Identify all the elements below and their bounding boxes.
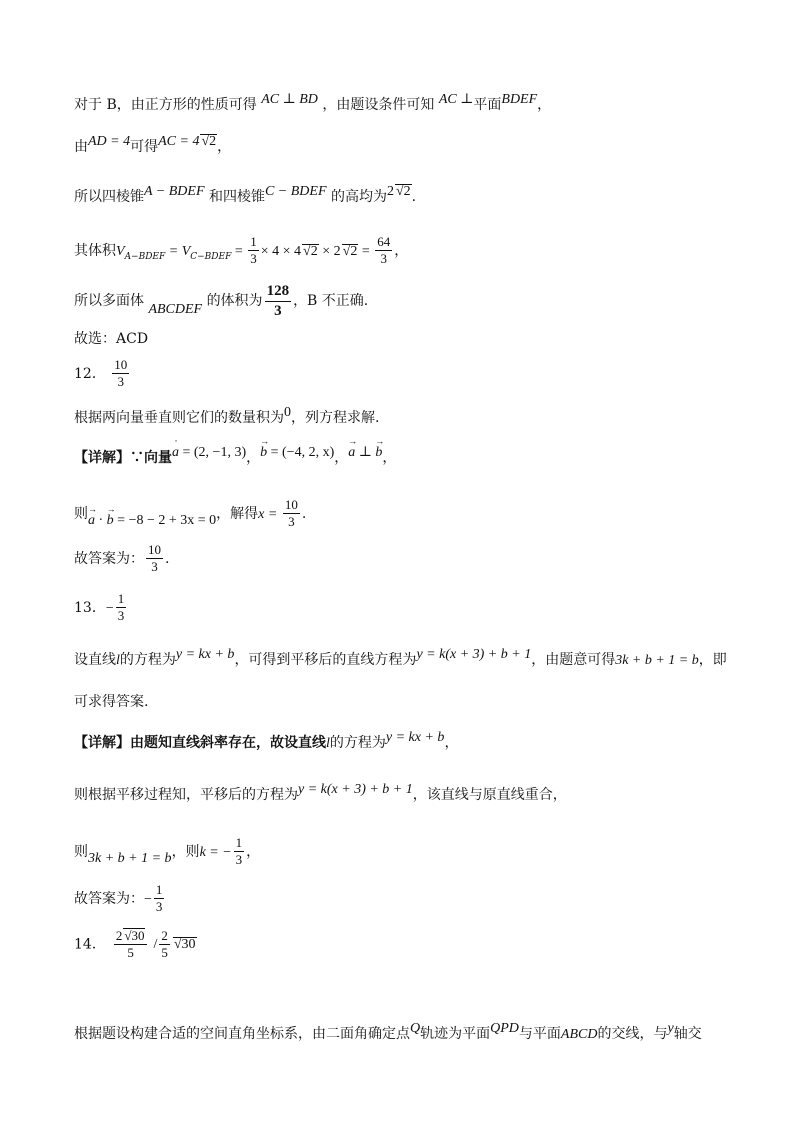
text: 可求得答案.: [74, 694, 149, 710]
text: ，: [382, 450, 397, 466]
answer-14: [74, 928, 197, 961]
fraction: [116, 592, 127, 624]
math-expression: A − BDEF: [144, 184, 205, 199]
sqrt-expression: √ 2: [395, 184, 412, 199]
solution-line-17: [74, 836, 260, 868]
math-expression: 3k + b + 1 = b: [88, 850, 172, 866]
text: ，: [537, 97, 552, 113]
math-expression: × 4 × 4: [260, 243, 302, 259]
sqrt-expression: √ 2: [200, 134, 217, 149]
text: 的体积为: [206, 293, 263, 309]
text: 对于 B，由正方形的性质可得: [74, 97, 257, 113]
question-number: 14．: [74, 936, 106, 953]
text: 的交线，与: [597, 1026, 668, 1042]
math-expression: AC = 4: [158, 134, 200, 149]
math-expression: = (2, −1, 3): [179, 445, 247, 460]
fraction: [154, 883, 165, 915]
denominator: 3: [151, 559, 158, 575]
math-expression: V: [116, 243, 125, 259]
solution-line-8: [74, 405, 380, 426]
solution-line-9: [74, 445, 397, 466]
numerator: 10: [146, 543, 163, 559]
text: ，该直线与原直线重合，: [412, 787, 567, 803]
sqrt-expression: √ 30: [123, 928, 145, 943]
math-expression: k = −: [199, 844, 232, 860]
fraction: [375, 235, 392, 267]
text: 故答案为：: [74, 550, 144, 567]
text: ，: [394, 242, 409, 259]
text: ，: [246, 450, 261, 466]
denominator: 3: [155, 899, 163, 915]
text: 的高均为: [330, 189, 387, 205]
solution-line-14: [74, 695, 148, 709]
fraction: [114, 928, 148, 961]
subscript: A−BDEF: [124, 251, 166, 262]
text: .: [165, 550, 170, 567]
math-expression: ⊥: [355, 445, 376, 460]
vector-b: b →: [260, 446, 267, 460]
numerator: 128: [265, 283, 292, 302]
text: 由: [74, 139, 88, 155]
math-expression: BDEF: [501, 92, 538, 107]
text: 根据两向量垂直则它们的数量积为: [74, 410, 284, 426]
denominator: 3: [380, 251, 387, 267]
text: ，: [246, 843, 261, 860]
denominator: 3: [235, 852, 243, 868]
math-expression: =: [231, 243, 247, 259]
solution-line-4: [74, 235, 408, 267]
question-number: 12．: [74, 365, 106, 382]
text: .: [411, 189, 417, 205]
math-expression: ABCDEF: [148, 302, 203, 317]
math-expression: Q: [410, 1021, 421, 1036]
numerator: [114, 928, 148, 945]
math-expression: ·: [95, 512, 107, 528]
math-expression: 3k + b + 1 = b: [615, 653, 699, 668]
text: 和四棱锥: [208, 189, 265, 205]
denominator: 3: [274, 302, 282, 319]
math-expression: x =: [258, 506, 281, 522]
solution-line-2: [74, 134, 232, 155]
solution-line-16: [74, 782, 567, 803]
solution-line-18: [74, 883, 166, 915]
solution-line-10: [74, 498, 306, 530]
math-expression: AD = 4: [88, 134, 131, 149]
text: 所以多面体: [74, 293, 144, 309]
coefficient: 2: [115, 928, 123, 943]
sqrt-expression: √ 30: [173, 937, 197, 952]
denominator: 5: [127, 945, 134, 961]
math-expression: × 2: [318, 243, 341, 259]
minus-sign: −: [105, 600, 114, 616]
subscript: C−BDEF: [190, 251, 232, 262]
solution-line-20: [74, 1021, 702, 1042]
text: 故答案为：: [74, 890, 144, 907]
solution-line-13: [74, 647, 727, 668]
math-expression: = V: [165, 243, 191, 259]
solution-line-3: [74, 184, 417, 205]
math-expression: l: [116, 653, 120, 668]
text: ，解得: [216, 505, 259, 522]
numerator: 1: [154, 883, 165, 899]
text: 的方程为: [329, 735, 386, 751]
text: 轴交: [673, 1026, 702, 1042]
vector-b: b →: [375, 446, 382, 460]
sqrt-expression: √ 2: [342, 244, 359, 259]
text: 可得: [130, 139, 159, 155]
math-expression: =: [358, 243, 374, 259]
text: 其体积: [74, 242, 116, 259]
text: 平面: [473, 97, 502, 113]
math-expression: y = k(x + 3) + b + 1: [298, 782, 413, 797]
text: ，: [444, 735, 459, 751]
answer-12: [74, 358, 131, 390]
denominator: 3: [250, 251, 257, 267]
answer-13: [74, 592, 128, 624]
fraction: [146, 543, 163, 575]
denominator: 3: [117, 374, 125, 390]
denominator: 3: [117, 608, 125, 624]
denominator: 5: [161, 944, 168, 960]
fraction: [234, 836, 245, 868]
fraction: [248, 235, 259, 267]
text: .: [301, 505, 307, 522]
text: ，列方程求解.: [291, 410, 380, 426]
vector-a: a ˙: [172, 446, 179, 460]
text: 则根据平移过程知，平移后的方程为: [74, 787, 298, 803]
text: 故选：ACD: [74, 331, 149, 347]
numerator: 1: [116, 592, 127, 608]
math-expression: = (−4, 2, x): [267, 445, 335, 460]
math-expression: C − BDEF: [264, 184, 327, 199]
solution-line-15: [74, 730, 459, 751]
math-expression: l: [326, 736, 330, 751]
text: 与平面: [518, 1026, 561, 1042]
text: 轨迹为平面: [420, 1026, 491, 1042]
text: 则: [74, 505, 88, 522]
math-expression: 2: [386, 184, 394, 199]
text: ，B 不正确.: [293, 293, 369, 309]
fraction: [283, 498, 300, 530]
math-expression: y = kx + b: [175, 647, 235, 662]
numerator: 1: [234, 836, 245, 852]
numerator: 10: [112, 358, 129, 374]
numerator: 64: [375, 235, 392, 251]
minus-sign: −: [144, 891, 152, 907]
denominator: 3: [288, 514, 295, 530]
text: 【详解】∵向量: [74, 450, 172, 466]
solution-line-11: [74, 543, 169, 575]
text: ，由题设条件可知: [322, 97, 435, 113]
text: ，即: [698, 652, 727, 668]
solution-line-6: [74, 332, 148, 346]
math-expression: y: [667, 1021, 674, 1036]
math-expression: y = kx + b: [385, 730, 445, 745]
numerator: 1: [248, 235, 259, 251]
text: 根据题设构建合适的空间直角坐标系，由二面角确定点: [74, 1026, 410, 1042]
numerator: 2: [159, 929, 170, 945]
math-expression: y = k(x + 3) + b + 1: [416, 647, 532, 662]
math-expression: = −8 − 2 + 3x = 0: [113, 512, 217, 528]
text: 所以四棱锥: [74, 189, 144, 205]
text: ，由题意可得: [531, 652, 616, 668]
text: 设直线: [74, 652, 116, 668]
math-expression: AC ⊥ BD: [261, 92, 318, 107]
text: 【详解】由题知直线斜率存在，故设直线: [74, 735, 326, 751]
vector-a: a →: [348, 446, 355, 460]
math-expression: ABCD: [560, 1027, 598, 1042]
fraction: [112, 358, 129, 390]
math-expression: AC ⊥: [438, 92, 474, 107]
text: ，可得到平移后的直线方程为: [234, 652, 417, 668]
text: 则: [74, 843, 88, 860]
fraction: [159, 929, 170, 961]
math-expression: QPD: [490, 1021, 519, 1036]
vector-a: a →: [88, 514, 95, 528]
solution-line-1: [74, 92, 552, 113]
math-expression: 0: [284, 405, 291, 420]
sqrt-expression: √ 2: [302, 244, 319, 259]
numerator: 10: [283, 498, 300, 514]
vector-b: b →: [107, 514, 114, 528]
text: ，: [217, 139, 232, 155]
text: ，: [334, 450, 349, 466]
fraction: [265, 283, 292, 319]
separator: /: [153, 937, 158, 953]
solution-line-5: [74, 283, 368, 319]
text: ，则: [171, 843, 200, 860]
text: 的方程为: [119, 652, 176, 668]
question-number: 13．: [74, 599, 106, 616]
